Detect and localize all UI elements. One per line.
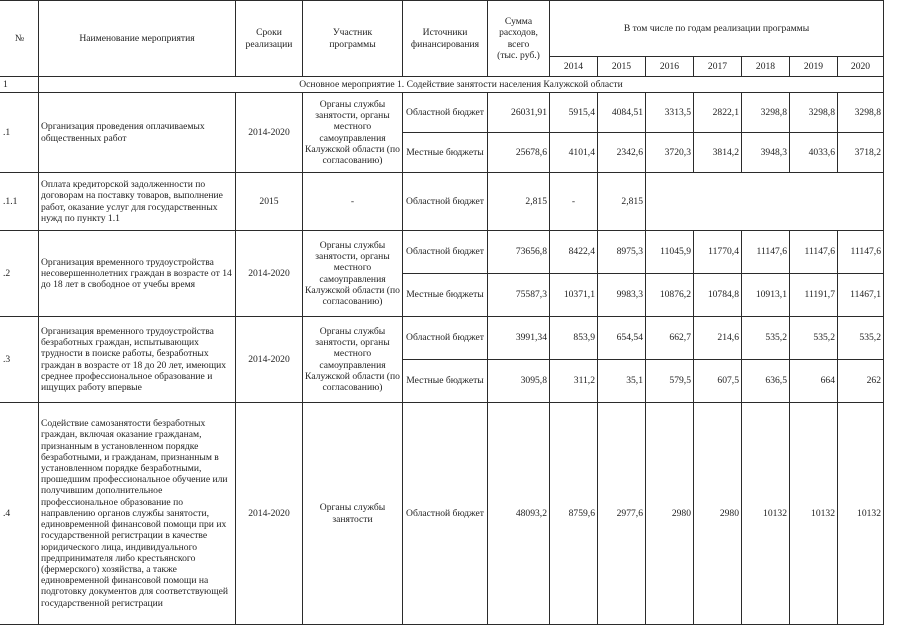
funding-source: Областной бюджет	[403, 403, 488, 625]
total-expenses: 26031,91	[488, 93, 550, 133]
header-num: №	[1, 1, 39, 77]
activity-row	[1, 317, 884, 360]
activity-name: Организация проведения оплачиваемых общественных работ	[39, 93, 236, 173]
header-source: Источники финансирования	[403, 1, 488, 77]
activity-terms: 2014-2020	[236, 231, 303, 317]
header-participant: Участник программы	[303, 1, 403, 77]
year-value-2017: 607,5	[694, 360, 742, 403]
header-row-1	[1, 1, 884, 57]
year-value-2020: 10132	[838, 403, 884, 625]
activity-num: .2	[1, 231, 39, 317]
section-title: Основное мероприятие 1. Содействие занятости населения Калужской области	[39, 77, 884, 93]
empty-years-cell	[646, 173, 884, 231]
activity-num: .1.1	[1, 173, 39, 231]
section-row	[1, 77, 884, 93]
year-value-2017: 10784,8	[694, 274, 742, 317]
year-value-2014: 311,2	[550, 360, 598, 403]
activity-row	[1, 93, 884, 133]
header-year-2014: 2014	[550, 57, 598, 77]
year-value-2019: 11147,6	[790, 231, 838, 274]
header-terms: Сроки реализации	[236, 1, 303, 77]
section-num: 1	[1, 77, 39, 93]
year-value-2016: 3720,3	[646, 133, 694, 173]
header-year-2018: 2018	[742, 57, 790, 77]
year-value-2015: 8975,3	[598, 231, 646, 274]
year-value-2020: 3718,2	[838, 133, 884, 173]
year-value-2015: 654,54	[598, 317, 646, 360]
year-value-2015: 2342,6	[598, 133, 646, 173]
year-value-2017: 2980	[694, 403, 742, 625]
year-value-2019: 3298,8	[790, 93, 838, 133]
total-expenses: 73656,8	[488, 231, 550, 274]
year-value-2015: 35,1	[598, 360, 646, 403]
year-value-2018: 10132	[742, 403, 790, 625]
funding-source: Областной бюджет	[403, 231, 488, 274]
year-value-2015: 2,815	[598, 173, 646, 231]
year-value-2016: 11045,9	[646, 231, 694, 274]
year-value-2017: 11770,4	[694, 231, 742, 274]
year-value-2014: 4101,4	[550, 133, 598, 173]
year-value-2018: 10913,1	[742, 274, 790, 317]
year-value-2018: 11147,6	[742, 231, 790, 274]
year-value-2015: 2977,6	[598, 403, 646, 625]
activity-participant: -	[303, 173, 403, 231]
year-value-2014: 853,9	[550, 317, 598, 360]
activity-terms: 2014-2020	[236, 317, 303, 403]
activity-participant: Органы службы занятости, органы местного самоуправления Калужской области (по согласованию)	[303, 93, 403, 173]
activity-name: Оплата кредиторской задолженности по договорам на поставку товаров, выполнение работ, оказание услуг для государственных нужд по пункту 1.1	[39, 173, 236, 231]
year-value-2015: 4084,51	[598, 93, 646, 133]
total-expenses: 3095,8	[488, 360, 550, 403]
year-value-2014: 10371,1	[550, 274, 598, 317]
year-value-2019: 535,2	[790, 317, 838, 360]
activity-participant: Органы службы занятости, органы местного самоуправления Калужской области (по согласованию)	[303, 317, 403, 403]
year-value-2020: 262	[838, 360, 884, 403]
funding-source: Местные бюджеты	[403, 274, 488, 317]
activity-num: .4	[1, 403, 39, 625]
year-value-2014: -	[550, 173, 598, 231]
funding-source: Местные бюджеты	[403, 360, 488, 403]
year-value-2018: 3298,8	[742, 93, 790, 133]
total-expenses: 25678,6	[488, 133, 550, 173]
activity-name: Содействие самозанятости безработных граждан, включая оказание гражданам, признанным в установленном порядке безработными, и гражданам, признанным в установленном порядке безработными, прошедшим профессиональное обучение или получившим дополнительное профессиональное образование по направлению органов службы занятости, единовременной финансовой помощи при их государственной регистрации в качестве юридического лица, индивидуального предпринимателя либо крестьянского (фермерского) хозяйства, а также единовременной финансовой помощи на подготовку документов для соответствующей государственной регистрации	[39, 403, 236, 625]
activity-num: .3	[1, 317, 39, 403]
activity-terms: 2014-2020	[236, 93, 303, 173]
year-value-2019: 664	[790, 360, 838, 403]
activity-num: .1	[1, 93, 39, 173]
year-value-2015: 9983,3	[598, 274, 646, 317]
activity-terms: 2014-2020	[236, 403, 303, 625]
header-year-2016: 2016	[646, 57, 694, 77]
funding-source: Областной бюджет	[403, 93, 488, 133]
year-value-2020: 3298,8	[838, 93, 884, 133]
header-sum: Сумма расходов, всего (тыс. руб.)	[488, 1, 550, 77]
year-value-2014: 8422,4	[550, 231, 598, 274]
activity-row	[1, 403, 884, 625]
header-by-years: В том числе по годам реализации программы	[550, 1, 884, 57]
year-value-2016: 579,5	[646, 360, 694, 403]
year-value-2017: 214,6	[694, 317, 742, 360]
header-year-2019: 2019	[790, 57, 838, 77]
year-value-2016: 2980	[646, 403, 694, 625]
header-year-2020: 2020	[838, 57, 884, 77]
year-value-2016: 662,7	[646, 317, 694, 360]
header-name: Наименование мероприятия	[39, 1, 236, 77]
year-value-2017: 2822,1	[694, 93, 742, 133]
year-value-2014: 5915,4	[550, 93, 598, 133]
year-value-2018: 535,2	[742, 317, 790, 360]
year-value-2018: 3948,3	[742, 133, 790, 173]
year-value-2019: 10132	[790, 403, 838, 625]
activity-row	[1, 173, 884, 231]
year-value-2020: 535,2	[838, 317, 884, 360]
total-expenses: 48093,2	[488, 403, 550, 625]
activity-name: Организация временного трудоустройства несовершеннолетних граждан в возрасте от 14 до 18 лет в свободное от учебы время	[39, 231, 236, 317]
activity-participant: Органы службы занятости, органы местного самоуправления Калужской области (по согласованию)	[303, 231, 403, 317]
total-expenses: 75587,3	[488, 274, 550, 317]
funding-source: Областной бюджет	[403, 173, 488, 231]
activity-terms: 2015	[236, 173, 303, 231]
activity-name: Организация временного трудоустройства безработных граждан, испытывающих трудности в поиске работы, безработных граждан в возрасте от 18 до 20 лет, имеющих среднее профессиональное образование и ищущих работу впервые	[39, 317, 236, 403]
year-value-2016: 3313,5	[646, 93, 694, 133]
year-value-2019: 11191,7	[790, 274, 838, 317]
header-year-2015: 2015	[598, 57, 646, 77]
funding-source: Областной бюджет	[403, 317, 488, 360]
total-expenses: 2,815	[488, 173, 550, 231]
year-value-2020: 11467,1	[838, 274, 884, 317]
year-value-2018: 636,5	[742, 360, 790, 403]
activity-participant: Органы службы занятости	[303, 403, 403, 625]
year-value-2014: 8759,6	[550, 403, 598, 625]
total-expenses: 3991,34	[488, 317, 550, 360]
funding-source: Местные бюджеты	[403, 133, 488, 173]
year-value-2020: 11147,6	[838, 231, 884, 274]
year-value-2016: 10876,2	[646, 274, 694, 317]
header-year-2017: 2017	[694, 57, 742, 77]
activity-row	[1, 231, 884, 274]
year-value-2019: 4033,6	[790, 133, 838, 173]
year-value-2017: 3814,2	[694, 133, 742, 173]
